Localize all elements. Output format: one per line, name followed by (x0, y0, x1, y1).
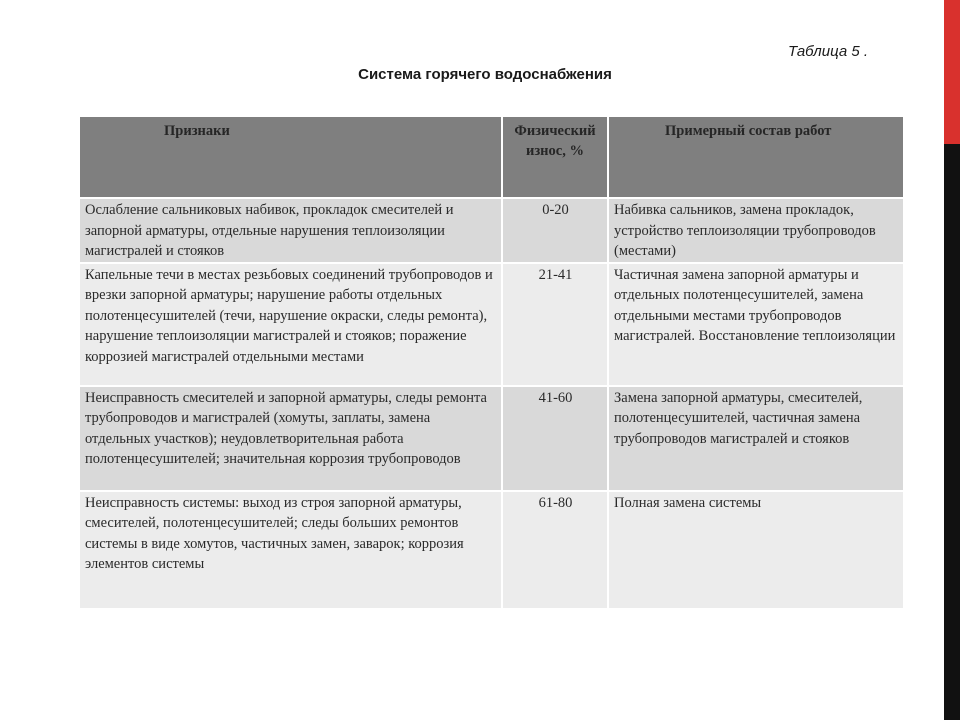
cell-works: Замена запорной арматуры, смесителей, полотенцесушителей, частичная замена трубопроводов магистралей и стояков (608, 386, 903, 491)
header-signs: Признаки (80, 117, 502, 198)
table-row (80, 386, 903, 491)
header-wear: Физический износ, % (502, 117, 608, 198)
table-number: Таблица 5 . (788, 43, 869, 60)
table-header-row (80, 117, 903, 198)
cell-wear: 41-60 (502, 386, 608, 491)
cell-works: Частичная замена запорной арматуры и отдельных полотенцесушителей, замена отдельными местами трубопроводов магистралей. Восстановление теплоизоляции (608, 263, 903, 386)
cell-signs: Капельные течи в местах резьбовых соединений трубопроводов и врезки запорной арматуры; нарушение работы отдельных полотенцесушителей (течи, нарушение окраски, следы ремонта), нарушение теплоизоляции магистралей и стояков; поражение коррозией магистралей отдельными местами (80, 263, 502, 386)
cell-wear: 0-20 (502, 198, 608, 263)
cell-works: Набивка сальников, замена прокладок, устройство теплоизоляции трубопроводов (местами) (608, 198, 903, 263)
table-row (80, 491, 903, 608)
wear-table (80, 117, 903, 608)
cell-signs: Неисправность системы: выход из строя запорной арматуры, смесителей, полотенцесушителей; следы больших ремонтов системы в виде хомутов, частичных замен, заварок; коррозия элементов системы (80, 491, 502, 608)
cell-signs: Неисправность смесителей и запорной арматуры, следы ремонта трубопроводов и магистралей (хомуты, заплаты, замена отдельных участков); неудовлетворительная работа полотенцесушителей; значительная коррозия трубопроводов (80, 386, 502, 491)
cell-wear: 21-41 (502, 263, 608, 386)
table-row (80, 263, 903, 386)
cell-wear: 61-80 (502, 491, 608, 608)
slide-title: Система горячего водоснабжения (358, 66, 612, 83)
header-works: Примерный состав работ (608, 117, 903, 198)
table-row (80, 198, 903, 263)
cell-works: Полная замена системы (608, 491, 903, 608)
cell-signs: Ослабление сальниковых набивок, прокладок смесителей и запорной арматуры, отдельные нарушения теплоизоляции магистралей и стояков (80, 198, 502, 263)
